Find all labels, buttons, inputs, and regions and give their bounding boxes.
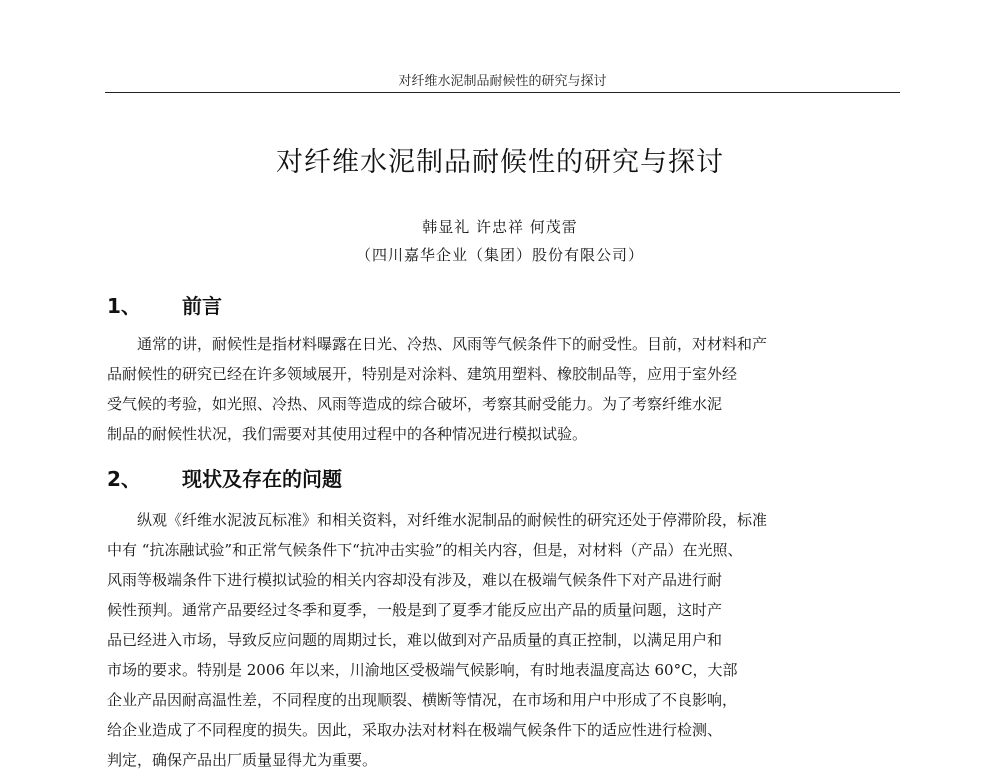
section-number: 1、 — [107, 294, 141, 318]
text-line: 候性预判。通常产品要经过冬季和夏季，一般是到了夏季才能反应出产品的质量问题，这时产 — [107, 601, 723, 619]
text-line: 判定，确保产品出厂质量显得尤为重要。 — [107, 751, 378, 769]
section-title: 前言 — [182, 294, 222, 318]
text-line: 中有 “抗冻融试验”和正常气候条件下“抗冲击实验”的相关内容，但是，对材料（产品）在光照、 — [107, 541, 743, 559]
text-line: 通常的讲，耐候性是指材料曝露在日光、冷热、风雨等气候条件下的耐受性。目前，对材料和产 — [107, 335, 768, 353]
text-line: 纵观《纤维水泥波瓦标准》和相关资料，对纤维水泥制品的耐候性的研究还处于停滞阶段，标准 — [107, 511, 768, 529]
text-line: 市场的要求。特别是 2006 年以来，川渝地区受极端气候影响，有时地表温度高达 60°C，大部 — [107, 661, 738, 679]
section-title: 现状及存在的问题 — [182, 467, 342, 491]
section-2-paragraph — [107, 505, 902, 775]
section-1-paragraph — [107, 329, 902, 449]
text-line: 风雨等极端条件下进行模拟试验的相关内容却没有涉及，难以在极端气候条件下对产品进行耐 — [107, 571, 723, 589]
section-heading-1 — [107, 290, 222, 319]
paper-title: 对纤维水泥制品耐候性的研究与探讨 — [276, 147, 724, 178]
section-heading-2 — [107, 463, 342, 492]
text-line: 制品的耐候性状况，我们需要对其使用过程中的各种情况进行模拟试验。 — [107, 425, 588, 443]
text-line: 受气候的考验，如光照、冷热、风雨等造成的综合破坏，考察其耐受能力。为了考察纤维水泥 — [107, 395, 723, 413]
text-line: 品耐候性的研究已经在许多领域展开，特别是对涂料、建筑用塑料、橡胶制品等，应用于室外经 — [107, 365, 738, 383]
running-header: 对纤维水泥制品耐候性的研究与探讨 — [398, 74, 607, 89]
text-line: 企业产品因耐高温性差，不同程度的出现顺裂、横断等情况，在市场和用户中形成了不良影响， — [107, 691, 738, 709]
authors: 韩显礼 许忠祥 何茂雷 — [422, 218, 578, 236]
text-line: 给企业造成了不同程度的损失。因此，采取办法对材料在极端气候条件下的适应性进行检测、 — [107, 721, 723, 739]
header-rule — [105, 92, 900, 93]
text-line: 品已经进入市场，导致反应问题的周期过长，难以做到对产品质量的真正控制，以满足用户和 — [107, 631, 723, 649]
affiliation: （四川嘉华企业（集团）股份有限公司） — [355, 246, 644, 264]
section-number: 2、 — [107, 467, 141, 491]
